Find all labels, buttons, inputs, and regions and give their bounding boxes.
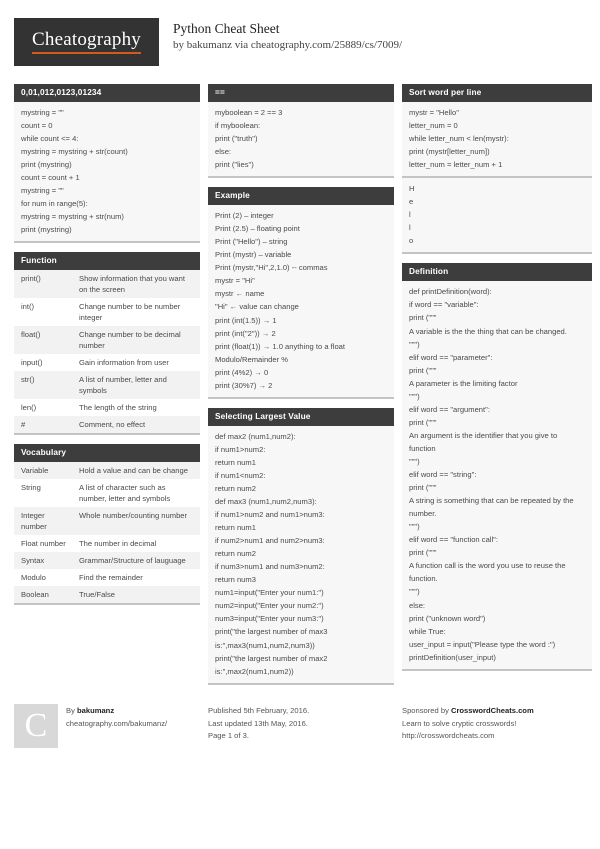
- table-row: [14, 507, 200, 535]
- code-line: printDefinition(user_input): [409, 652, 496, 662]
- code-snippet: [402, 281, 592, 668]
- table-row: [14, 569, 200, 586]
- table-row: [14, 535, 200, 552]
- sponsor-prefix: Sponsored by: [402, 705, 451, 715]
- code-line: H: [409, 184, 415, 194]
- table-cell-term: print(): [21, 274, 41, 284]
- block-title: Selecting Largest Value: [208, 408, 394, 426]
- page-byline[interactable]: by bakumanz via cheatography.com/25889/cs/7009/: [173, 39, 403, 52]
- code-line: """): [409, 522, 420, 532]
- code-line: while count <= 4:: [21, 134, 79, 144]
- code-line: print (""": [409, 548, 437, 558]
- author-name: bakumanz: [76, 705, 115, 715]
- table-cell-description: True/False: [79, 590, 116, 600]
- table-cell-description: The length of the string: [79, 403, 157, 413]
- code-line: Print (mystr) – variable: [215, 250, 292, 260]
- code-line: A parameter is the limiting factor: [409, 378, 518, 388]
- code-snippet: [208, 426, 394, 683]
- code-line: print (4%2) → 0: [215, 367, 269, 377]
- block-title: 0,01,012,0123,01234: [14, 84, 200, 102]
- author-prefix: By: [66, 705, 77, 715]
- footer-sponsor: [402, 696, 592, 748]
- code-line: print("the largest number of max2 is:",max2(num1,num2)): [215, 653, 330, 676]
- table-cell-description: A list of character such as number, letter and symbols: [79, 483, 171, 504]
- table-row: [14, 416, 200, 433]
- table-cell-term: len(): [21, 403, 37, 413]
- code-line: else:: [409, 600, 426, 610]
- table-row: [14, 354, 200, 371]
- table-cell-term: #: [21, 420, 26, 430]
- table-row: [14, 586, 200, 603]
- footer-author: [14, 696, 200, 748]
- code-line: """): [409, 391, 420, 401]
- block-title: Vocabulary: [14, 444, 200, 462]
- block-body: [14, 270, 200, 435]
- code-line: mystr ← name: [215, 289, 265, 299]
- table-row: [14, 552, 200, 569]
- code-line: if num1>num2:: [215, 444, 266, 454]
- table-row: [14, 462, 200, 479]
- code-line: Print (mystr,"Hi",2,1.0) -- commas: [215, 263, 328, 273]
- table-cell-term: int(): [21, 302, 35, 312]
- sponsor-line: [402, 705, 592, 718]
- code-output: [402, 176, 592, 252]
- code-line: A variable is the the thing that can be changed.: [409, 326, 567, 336]
- code-line: l: [409, 223, 411, 233]
- code-line: for num in range(5):: [21, 199, 88, 209]
- code-line: Print (2) – integer: [215, 211, 274, 221]
- code-line: l: [409, 210, 411, 220]
- avatar: C: [14, 704, 58, 748]
- code-line: while True:: [409, 626, 446, 636]
- table-row: [14, 270, 200, 298]
- header-titles: [173, 18, 402, 53]
- sponsor-name[interactable]: CrosswordCheats.com: [450, 705, 534, 715]
- code-line: mystring = "": [21, 186, 64, 196]
- column-2: [208, 84, 394, 694]
- table-cell-term: float(): [21, 330, 41, 340]
- code-line: letter_num = letter_num + 1: [409, 160, 503, 170]
- code-line: """): [409, 339, 420, 349]
- column-1: [14, 84, 200, 614]
- logo-text: Cheatography: [32, 30, 141, 54]
- block-title: Function: [14, 252, 200, 270]
- code-line: elif word == "string":: [409, 470, 477, 480]
- sponsor-info: [402, 704, 592, 744]
- sponsor-url[interactable]: http://crosswordcheats.com: [402, 731, 495, 741]
- code-line: user_input = input("Please type the word :"): [409, 639, 556, 649]
- table-row: [14, 399, 200, 416]
- author-line: [66, 705, 167, 718]
- code-line: if num1<num2:: [215, 470, 266, 480]
- code-line: letter_num = 0: [409, 121, 458, 130]
- block-title: Sort word per line: [402, 84, 592, 102]
- table-cell-term: Variable: [21, 466, 49, 476]
- author-url[interactable]: cheatography.com/bakumanz/: [66, 718, 168, 728]
- block: [14, 444, 200, 605]
- code-line: count = 0: [21, 121, 53, 130]
- code-line: o: [409, 236, 414, 246]
- code-line: def printDefinition(word):: [409, 287, 492, 297]
- code-line: print (mystr[letter_num]): [409, 147, 490, 157]
- code-line: print (mystring): [21, 225, 72, 235]
- published-date: Published 5th February, 2016.: [208, 705, 310, 715]
- table-row: [14, 326, 200, 354]
- code-line: mystring = "": [21, 107, 64, 117]
- code-line: print ("lies"): [215, 160, 254, 170]
- table-cell-description: The number in decimal: [79, 539, 157, 549]
- code-line: An argument is the identifier that you give to function: [409, 430, 560, 453]
- code-line: print("the largest number of max3 is:",max3(num1,num2,num3)): [215, 627, 330, 650]
- block-title: Definition: [402, 263, 592, 281]
- table-cell-term: Float number: [21, 539, 66, 549]
- code-line: if num1>num2 and num1>num3:: [215, 510, 325, 520]
- publish-info: [208, 704, 394, 744]
- block-body: [14, 102, 200, 243]
- table-cell-description: Change number to be number integer: [79, 302, 181, 323]
- block: [208, 84, 394, 178]
- code-line: print ("unknown word"): [409, 613, 486, 623]
- sponsor-tagline: Learn to solve cryptic crosswords!: [402, 718, 517, 728]
- code-line: elif word == "function call":: [409, 535, 498, 545]
- table-row: [14, 298, 200, 326]
- table-cell-term: String: [21, 483, 41, 493]
- page-header: [14, 18, 586, 70]
- table-cell-description: Comment, no effect: [79, 420, 146, 430]
- code-line: print ("truth"): [215, 134, 258, 144]
- definition-table: [14, 462, 200, 603]
- page-number: Page 1 of 3.: [208, 731, 249, 741]
- block-body: [208, 102, 394, 178]
- table-cell-term: str(): [21, 375, 35, 385]
- code-line: mystring = mystring + str(count): [21, 147, 128, 157]
- code-line: print (int(1.5)) → 1: [215, 315, 277, 325]
- table-cell-description: Show information that you want on the screen: [79, 274, 185, 295]
- table-cell-description: Hold a value and can be change: [79, 466, 188, 476]
- code-line: if myboolean:: [215, 121, 261, 130]
- table-cell-term: Boolean: [21, 590, 49, 600]
- code-line: mystr = "Hi": [215, 276, 255, 286]
- code-line: print (float(1)) → 1.0 anything to a float: [215, 341, 346, 351]
- code-line: Print ("Hello") – string: [215, 237, 288, 247]
- block-title: ==: [208, 84, 394, 102]
- code-line: num1=input("Enter your num1:"): [215, 588, 324, 598]
- updated-date: Last updated 13th May, 2016.: [208, 718, 308, 728]
- code-line: count = count + 1: [21, 173, 80, 183]
- code-line: if word == "variable":: [409, 300, 479, 310]
- cheatography-logo[interactable]: [14, 18, 159, 66]
- code-line: Modulo/Remainder %: [215, 354, 289, 364]
- block: [14, 84, 200, 243]
- code-line: def max2 (num1,num2):: [215, 431, 296, 441]
- code-line: num2=input("Enter your num2:"): [215, 601, 324, 611]
- code-snippet: [208, 102, 394, 176]
- block-body: [402, 102, 592, 254]
- table-cell-description: Change number to be decimal number: [79, 330, 181, 351]
- table-cell-description: Whole number/counting number: [79, 511, 188, 521]
- footer-publish-info: [208, 696, 394, 748]
- code-line: num3=input("Enter your num3:"): [215, 614, 324, 624]
- code-line: print (""": [409, 313, 437, 323]
- code-line: mystring = mystring + str(num): [21, 212, 124, 222]
- code-line: mystr = "Hello": [409, 107, 459, 117]
- code-line: while letter_num < len(mystr):: [409, 134, 509, 144]
- code-line: print (""": [409, 483, 437, 493]
- code-snippet: [402, 102, 592, 176]
- table-cell-term: Integer number: [21, 511, 47, 532]
- page-footer: [14, 696, 586, 748]
- code-line: myboolean = 2 == 3: [215, 107, 283, 117]
- code-line: e: [409, 197, 414, 207]
- page-title: Python Cheat Sheet: [173, 21, 280, 36]
- table-row: [14, 479, 200, 507]
- code-line: """): [409, 587, 420, 597]
- code-line: return num2: [215, 549, 256, 559]
- code-line: return num3: [215, 575, 256, 585]
- code-line: elif word == "argument":: [409, 404, 490, 414]
- author-info: [66, 704, 167, 731]
- table-cell-description: Grammar/Structure of lauguage: [79, 556, 186, 566]
- table-cell-term: input(): [21, 358, 43, 368]
- block: [402, 263, 592, 670]
- block: [208, 187, 394, 399]
- code-line: A string is something that can be repeated by the number.: [409, 496, 576, 519]
- code-line: def max3 (num1,num2,num3):: [215, 496, 317, 506]
- code-line: A function call is the word you use to reuse the function.: [409, 561, 568, 584]
- table-cell-description: Gain information from user: [79, 358, 169, 368]
- block-body: [402, 281, 592, 670]
- definition-table: [14, 270, 200, 433]
- code-line: if num3>num1 and num3>num2:: [215, 562, 325, 572]
- code-line: "Hi" ← value can change: [215, 302, 299, 312]
- code-line: if num2>num1 and num2>num3:: [215, 536, 325, 546]
- code-line: elif word == "parameter":: [409, 352, 493, 362]
- code-line: return num2: [215, 483, 256, 493]
- table-cell-term: Modulo: [21, 573, 46, 583]
- code-line: print (mystring): [21, 160, 72, 170]
- code-line: return num1: [215, 523, 256, 533]
- code-line: print (int("2")) → 2: [215, 328, 276, 338]
- code-line: else:: [215, 147, 232, 157]
- columns-container: [14, 84, 586, 694]
- code-line: Print (2.5) – floating point: [215, 224, 300, 234]
- code-snippet: [208, 205, 394, 397]
- table-row: [14, 371, 200, 399]
- table-cell-description: Find the remainder: [79, 573, 143, 583]
- block: [208, 408, 394, 685]
- block-body: [208, 205, 394, 399]
- code-snippet: [14, 102, 200, 241]
- table-cell-term: Syntax: [21, 556, 45, 566]
- code-line: print (30%7) → 2: [215, 380, 273, 390]
- code-line: print (""": [409, 365, 437, 375]
- block-title: Example: [208, 187, 394, 205]
- table-cell-description: A list of number, letter and symbols: [79, 375, 167, 396]
- block-body: [14, 462, 200, 605]
- code-line: print (""": [409, 417, 437, 427]
- column-3: [402, 84, 592, 680]
- block: [402, 84, 592, 254]
- code-line: """): [409, 456, 420, 466]
- code-line: return num1: [215, 457, 256, 467]
- block: [14, 252, 200, 435]
- block-body: [208, 426, 394, 685]
